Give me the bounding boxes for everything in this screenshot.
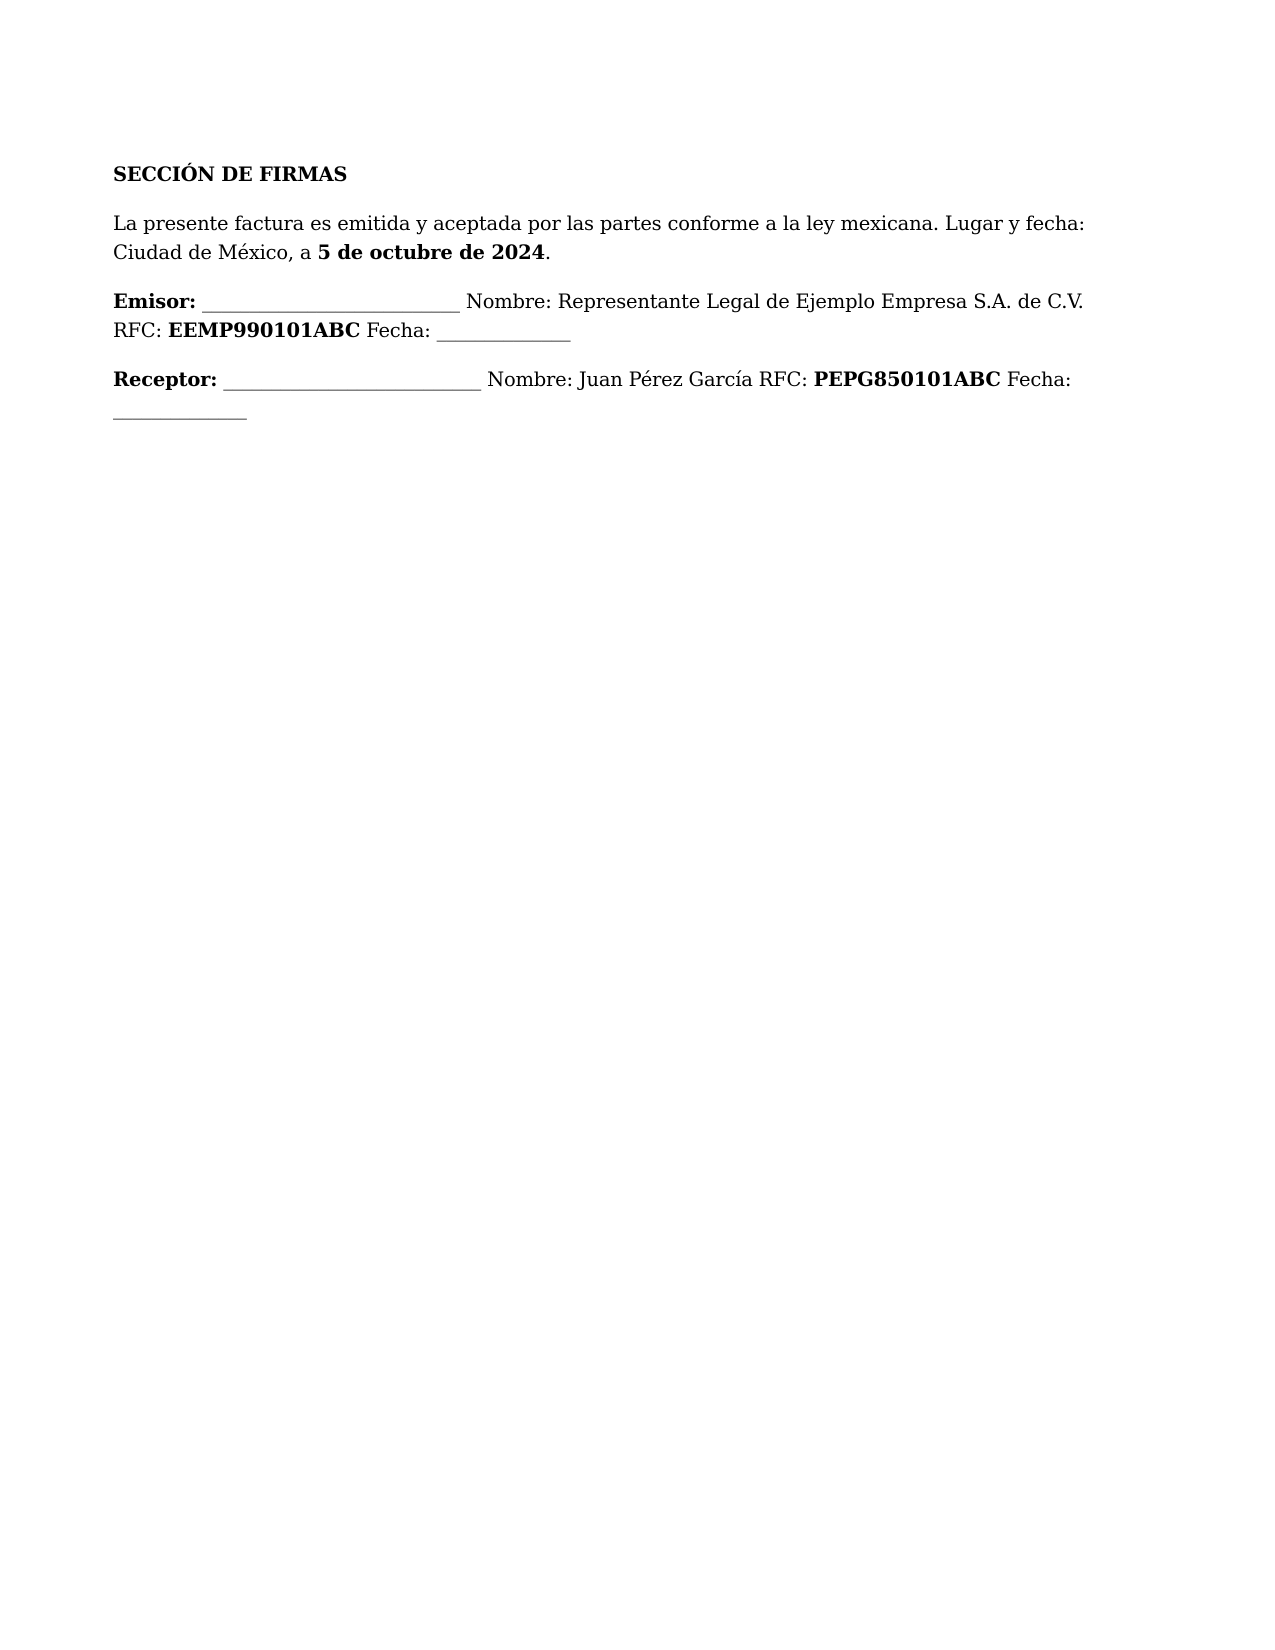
- receptor-signature-line: ___________________________: [223, 368, 482, 391]
- receptor-rfc: PEPG850101ABC: [813, 368, 1001, 391]
- emisor-fecha-label: Fecha:: [366, 319, 431, 342]
- emisor-signature-line: ___________________________: [201, 290, 460, 313]
- receptor-label: Receptor:: [113, 368, 218, 391]
- emisor-rfc: EEMP990101ABC: [167, 319, 361, 342]
- receptor-fecha-line: ______________: [113, 397, 247, 420]
- emisor-nombre: Nombre: Representante Legal de Ejemplo Empresa S.A. de C.V. RFC:: [113, 290, 1084, 342]
- intro-date: 5 de octubre de 2024: [317, 241, 545, 264]
- receptor-fecha-label: Fecha:: [1006, 368, 1072, 391]
- emisor-label: Emisor:: [113, 290, 196, 313]
- document-page: [113, 160, 1113, 443]
- intro-end: .: [544, 241, 551, 264]
- emisor-fecha-line: ______________: [436, 319, 571, 342]
- intro-paragraph: [113, 209, 1113, 267]
- section-heading: SECCIÓN DE FIRMAS: [113, 163, 348, 186]
- receptor-signature-block: [113, 365, 1113, 423]
- intro-text: La presente factura es emitida y aceptada por las partes conforme a la ley mexicana. Lugar y fecha: Ciudad de México, a: [113, 212, 1085, 264]
- emisor-signature-block: [113, 287, 1113, 345]
- receptor-nombre: Nombre: Juan Pérez García RFC:: [487, 368, 808, 391]
